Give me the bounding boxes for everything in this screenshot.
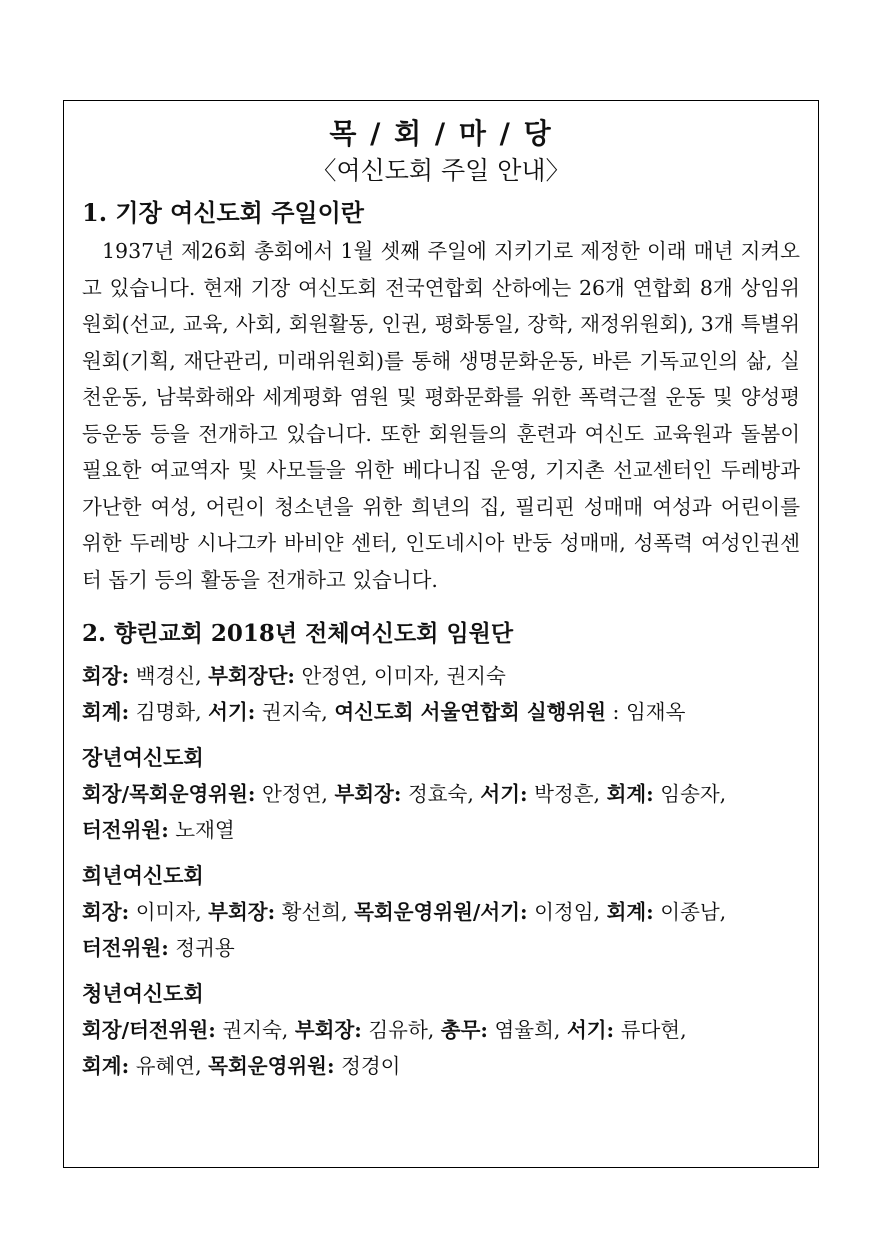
role-label: 서기: <box>566 1018 615 1042</box>
role-label: 서기: <box>208 700 256 724</box>
role-value: 김명화, <box>129 700 209 724</box>
role-label: 회장/목회운영위원: <box>82 782 256 806</box>
group-officers-line <box>82 894 800 930</box>
role-label: 부회장: <box>208 900 276 924</box>
role-value: 황선희, <box>275 900 355 924</box>
group-officers-line <box>82 1048 800 1084</box>
group-title: 장년여신도회 <box>82 745 204 770</box>
group-officers-line <box>82 930 800 966</box>
role-label: 회장: <box>82 664 130 688</box>
role-value: 정경이 <box>334 1054 401 1078</box>
group-cheongnyeon <box>82 976 800 1084</box>
role-label: 회장: <box>82 900 130 924</box>
role-value: 염율희, <box>487 1018 567 1042</box>
role-value: 정효숙, <box>401 782 481 806</box>
role-label: 터전위원: <box>82 936 169 960</box>
group-officers-line <box>82 1012 800 1048</box>
role-value: 이종남, <box>653 900 727 924</box>
section2-heading: 2. 향린교회 2018년 전체여신도회 임원단 <box>82 620 514 647</box>
group-officers-line <box>82 776 800 812</box>
bulletin-frame <box>63 100 819 1168</box>
role-label: 여신도회 서울연합회 실행위원 <box>334 700 607 724</box>
role-value: 박정흔, <box>527 782 607 806</box>
role-value: 김유하, <box>361 1018 441 1042</box>
role-label: 부회장: <box>334 782 402 806</box>
officers-line-2 <box>82 694 800 730</box>
role-value: : 임재옥 <box>606 700 686 724</box>
page-title: 목 / 회 / 마 / 당 <box>329 117 553 150</box>
group-jangnyeon <box>82 740 800 848</box>
role-label: 부회장: <box>294 1018 362 1042</box>
role-label: 회계: <box>606 900 654 924</box>
role-value: 유혜연, <box>129 1054 209 1078</box>
section1-heading: 1. 기장 여신도회 주일이란 <box>82 198 364 227</box>
role-value: 안정연, 이미자, 권지숙 <box>294 664 506 688</box>
role-label: 목회운영위원: <box>208 1054 335 1078</box>
role-label: 회장/터전위원: <box>82 1018 216 1042</box>
role-label: 회계: <box>82 1054 130 1078</box>
role-value: 정귀용 <box>168 936 235 960</box>
role-label: 총무: <box>440 1018 488 1042</box>
role-label: 회계: <box>82 700 130 724</box>
role-label: 목회운영위원/서기: <box>354 900 528 924</box>
role-value: 백경신, <box>129 664 209 688</box>
role-value: 권지숙, <box>255 700 335 724</box>
group-huinyeon <box>82 858 800 966</box>
role-value: 임송자, <box>653 782 727 806</box>
role-value: 류다현, <box>614 1018 687 1042</box>
role-value: 권지숙, <box>215 1018 295 1042</box>
role-value: 이정임, <box>527 900 607 924</box>
role-value: 이미자, <box>129 900 209 924</box>
role-label: 서기: <box>480 782 528 806</box>
role-label: 회계: <box>606 782 654 806</box>
role-label: 터전위원: <box>82 818 169 842</box>
page-subtitle: 〈여신도회 주일 안내〉 <box>311 156 571 185</box>
role-label: 부회장단: <box>208 664 295 688</box>
section1-paragraph: 1937년 제26회 총회에서 1월 셋째 주일에 지키기로 제정한 이래 매년 지켜오고 있습니다. 현재 기장 여신도회 전국연합회 산하에는 26개 연합회 8개 상임위원회(선교, 교육, 사회, 회원활동, 인권, 평화통일, 장학, 재정위원회), 3개 특별위원회(기획, 재단관리, 미래위원회)를 통해 생명문화운동, 바른 기독교인의 삶, 실천운동, 남북화해와 세계평화 염원 및 평화문화를 위한 폭력근절 운동 및 양성평등운동 등을 전개하고 있습니다. 또한 회원들의 훈련과 여신도 교육원과 돌봄이 필요한 여교역자 및 사모들을 위한 베다니집 운영, 기지촌 선교센터인 두레방과 가난한 여성, 어린이 청소년을 위한 희년의 집, 필리핀 성매매 여성과 어린이를 위한 두레방 시나그카 바비얀 센터, 인도네시아 반둥 성매매, 성폭력 여성인권센터 돕기 등의 활동을 전개하고 있습니다. <box>82 239 800 592</box>
group-officers-line <box>82 812 800 848</box>
group-title: 희년여신도회 <box>82 863 204 888</box>
group-title: 청년여신도회 <box>82 981 204 1006</box>
role-value: 안정연, <box>255 782 335 806</box>
officers-line-1 <box>82 658 800 694</box>
role-value: 노재열 <box>168 818 235 842</box>
